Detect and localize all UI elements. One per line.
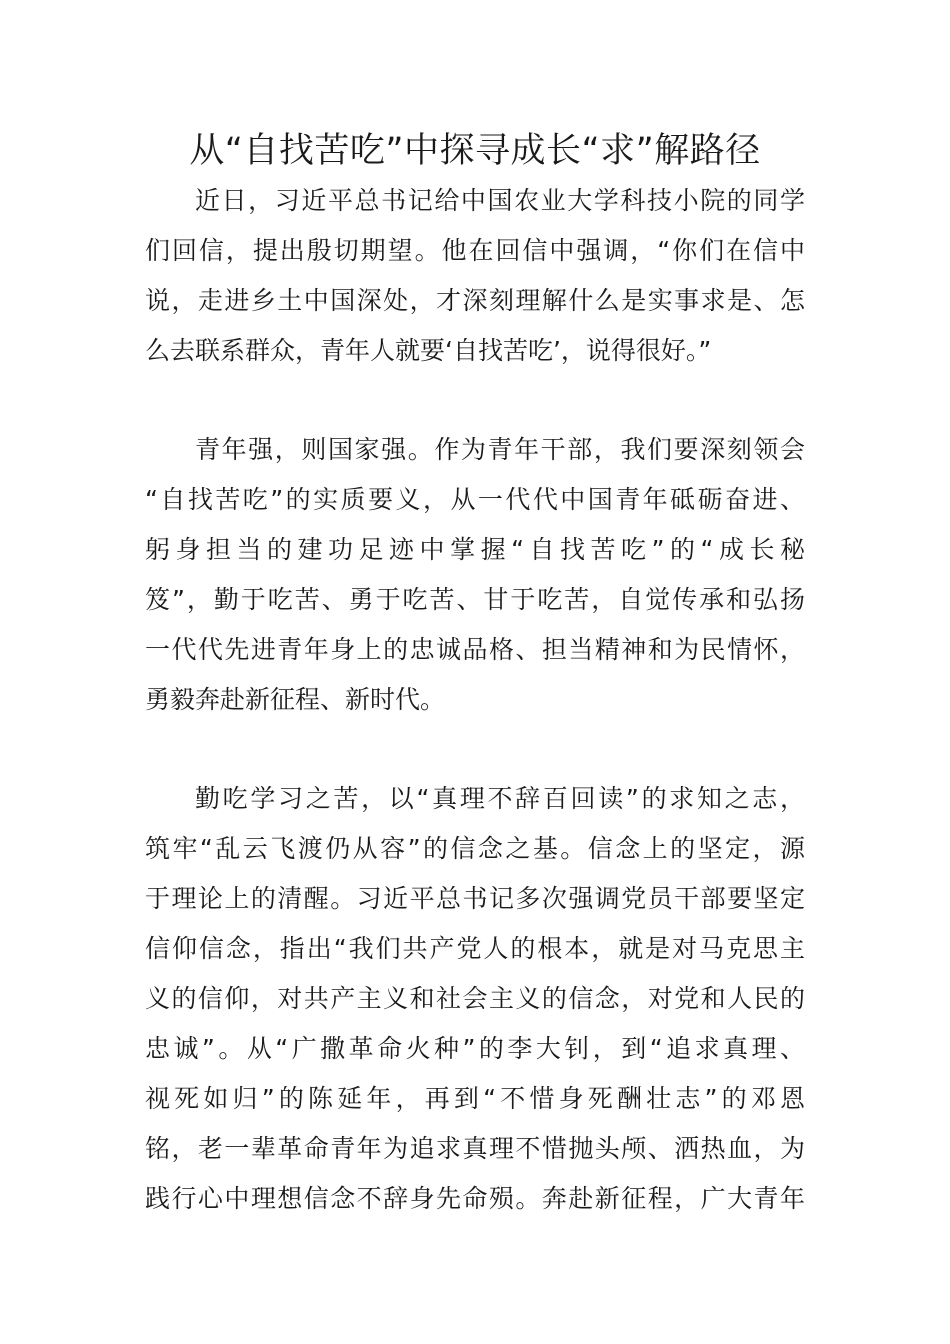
- paragraph-3-line-7: 视死如归”的陈延年，再到“不惜身死酬壮志”的邓恩: [145, 1084, 805, 1113]
- paragraph-3-line-1: 勤吃学习之苦，以“真理不辞百回读”的求知之志，: [195, 784, 805, 813]
- paragraph-1-line-2: 们回信，提出殷切期望。他在回信中强调，“你们在信中: [145, 236, 805, 265]
- paragraph-3-line-6: 忠诚”。从“广撒革命火种”的李大钊，到“追求真理、: [145, 1034, 805, 1063]
- paragraph-2-line-2: “自找苦吃”的实质要义，从一代代中国青年砥砺奋进、: [145, 485, 805, 514]
- paragraph-3-line-8: 铭，老一辈革命青年为追求真理不惜抛头颅、洒热血，为: [145, 1134, 805, 1163]
- paragraph-3-line-3: 于理论上的清醒。习近平总书记多次强调党员干部要坚定: [145, 884, 805, 913]
- paragraph-1-line-1: 近日，习近平总书记给中国农业大学科技小院的同学: [195, 186, 805, 215]
- paragraph-3-line-9: 践行心中理想信念不辞身先命殒。奔赴新征程，广大青年: [145, 1184, 805, 1213]
- paragraph-2-line-1: 青年强，则国家强。作为青年干部，我们要深刻领会: [195, 435, 805, 464]
- document-title: 从“自找苦吃”中探寻成长“求”解路径: [189, 131, 761, 171]
- paragraph-2-line-5: 一代代先进青年身上的忠诚品格、担当精神和为民情怀，: [145, 635, 805, 664]
- paragraph-1-line-4: 么去联系群众，青年人就要‘自找苦吃’，说得很好。”: [145, 336, 712, 365]
- paragraph-2-line-3: 躬身担当的建功足迹中掌握“自找苦吃”的“成长秘: [145, 535, 805, 564]
- paragraph-2-line-4: 笈”，勤于吃苦、勇于吃苦、甘于吃苦，自觉传承和弘扬: [145, 585, 805, 614]
- paragraph-2-line-6: 勇毅奔赴新征程、新时代。: [145, 685, 446, 714]
- paragraph-3-line-2: 筑牢“乱云飞渡仍从容”的信念之基。信念上的坚定，源: [145, 834, 805, 863]
- paragraph-3-line-4: 信仰信念，指出“我们共产党人的根本，就是对马克思主: [145, 934, 805, 963]
- paragraph-1-line-3: 说，走进乡土中国深处，才深刻理解什么是实事求是、怎: [145, 286, 805, 315]
- paragraph-3-line-5: 义的信仰，对共产主义和社会主义的信念，对党和人民的: [145, 984, 805, 1013]
